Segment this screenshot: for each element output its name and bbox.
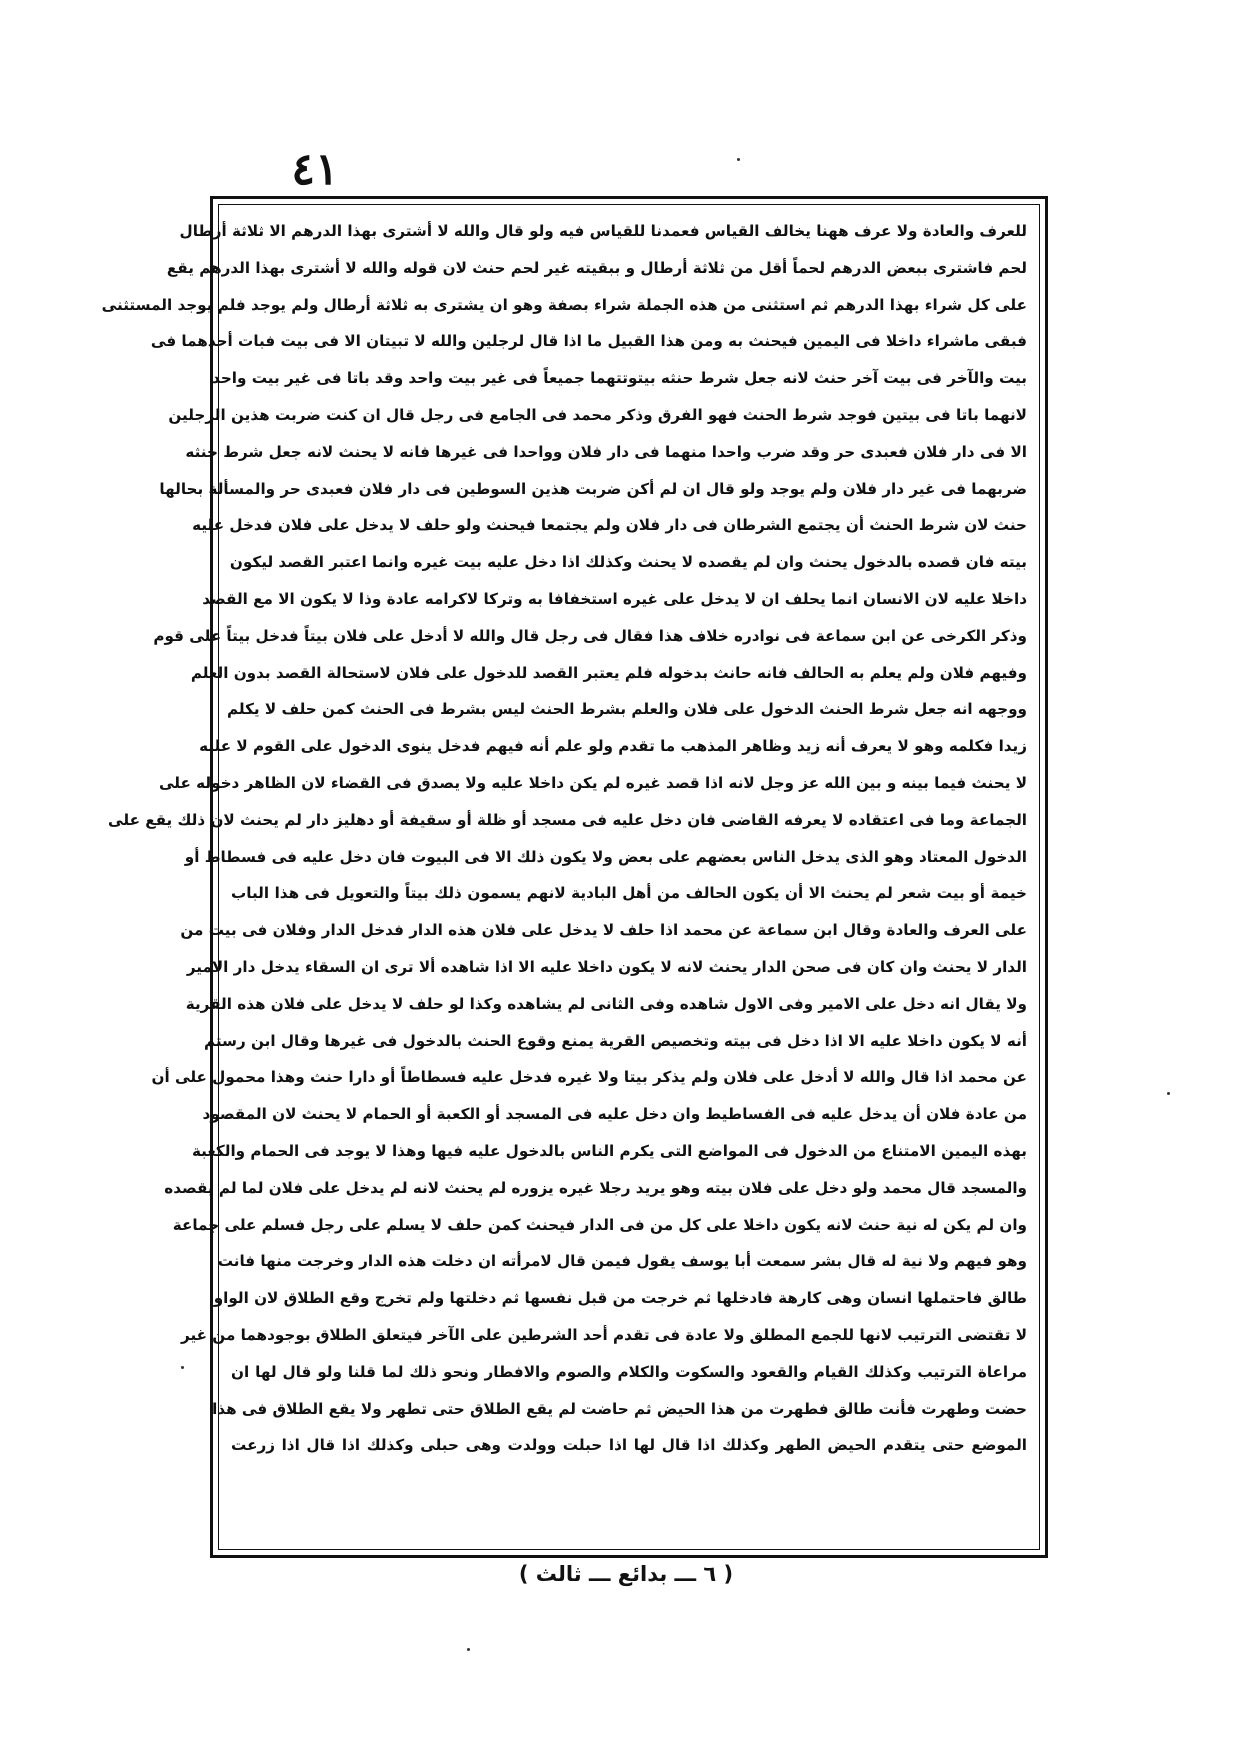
text-line xyxy=(231,1501,1027,1538)
text-line: زيدا فكلمه وهو لا يعرف أنه زيد وظاهر المذهب ما تقدم ولو علم أنه فيهم فدخل ينوى الدخول على القوم لا عليه xyxy=(199,737,1027,756)
text-line: ولا يقال انه دخل على الامير وفى الاول شاهده وفى الثانى لم يشاهده وكذا لو حلف لا يدخل على فلان هذه القرية xyxy=(185,994,1027,1013)
text-line: والمسجد قال محمد ولو دخل على فلان بيته وهو يريد رجلا غيره يزوره لم يحنث لانه لم يدخل على فلان لما لم يقصده xyxy=(164,1178,1027,1197)
text-line: بيت والآخر فى بيت آخر حنث لانه جعل شرط حنثه بيتوتتهما جميعاً فى غير بيت واحد وقد باتا فى غير بيت واحد xyxy=(212,369,1027,388)
text-line: مراعاة الترتيب وكذلك القيام والقعود والسكوت والكلام والصوم والافطار ونحو ذلك لما قلنا ولو قال لها ان xyxy=(231,1362,1027,1381)
text-line: عن محمد اذا قال والله لا أدخل على فلان ولم يذكر بيتا ولا غيره فدخل عليه فسطاطاً أو دارا حنث وهذا محمول على أن xyxy=(151,1068,1027,1087)
text-line: على كل شراء بهذا الدرهم ثم استثنى من هذه الجملة شراء بصفة وهو ان يشترى به ثلاثة أرطال ولم يوجد فلم يوجد المستثنى xyxy=(101,295,1027,314)
signature-mark: ( ٦ ـــ بدائع ـــ ثالث ) xyxy=(518,1562,734,1586)
text-line: وذكر الكرخى عن ابن سماعة فى نوادره خلاف هذا فقال فى رجل قال والله لا أدخل على فلان بيتاً فدخل بيتاً على قوم xyxy=(153,626,1027,645)
text-line: الدار لا يحنث وان كان فى صحن الدار يحنث لانه لا يكون داخلا عليه الا اذا شاهده ألا ترى ان السقاء يدخل دار الامير xyxy=(186,957,1027,976)
text-line: وان لم يكن له نية حنث لانه يكون داخلا على كل من فى الدار فيحنث كمن حلف لا يسلم على رجل فسلم على جماعة xyxy=(172,1215,1027,1234)
text-line: لحم فاشترى ببعض الدرهم لحماً أقل من ثلاثة أرطال و ببقيته غير لحم حنث لان قوله والله لا أشترى بهذا الدرهم يقع xyxy=(166,258,1027,277)
text-line: لانهما باتا فى بيتين فوجد شرط الحنث فهو الفرق وذكر محمد فى الجامع فى رجل قال ان كنت ضربت هذين الرجلين xyxy=(168,405,1027,424)
page-number: ٤١ xyxy=(291,144,339,195)
text-line: الجماعة وما فى اعتقاده لا يعرفه القاضى فان دخل عليه فى مسجد أو ظلة أو سقيفة أو دهليز دار لم يحنث لان ذلك يقع على xyxy=(108,810,1027,829)
text-line: ضربهما فى غير دار فلان ولم يوجد ولو قال ان لم أكن ضربت هذين السوطين فى دار فلان فعبدى حر والمسألة بحالها xyxy=(159,479,1027,498)
text-line: من عادة فلان أن يدخل عليه فى الفساطيط وان دخل عليه فى المسجد أو الكعبة أو الحمام لا يحنث لان المقصود xyxy=(202,1105,1027,1124)
text-line: حضت وطهرت فأنت طالق فطهرت من هذا الحيض ثم حاضت لم يقع الطلاق حتى تطهر ولا يقع الطلاق فى هذا xyxy=(212,1399,1027,1418)
text-line: ووجهه انه جعل شرط الحنث الدخول على فلان والعلم بشرط الحنث ليس بشرط فى الحنث كمن حلف لا يكلم xyxy=(226,700,1027,719)
text-line: لا تقتضى الترتيب لانها للجمع المطلق ولا عادة فى تقدم أحد الشرطين على الآخر فيتعلق الطلاق بوجودهما من غير xyxy=(181,1325,1027,1344)
text-line: على العرف والعادة وقال ابن سماعة عن محمد اذا حلف لا يدخل على فلان هذه الدار فدخل الدار وفلان فى بيت من xyxy=(180,921,1027,940)
text-line: لا يحنث فيما بينه و بين الله عز وجل لانه اذا قصد غيره لم يكن داخلا عليه ولا يصدق فى القضاء لان الظاهر دخوله على xyxy=(158,773,1027,792)
text-line: للعرف والعادة ولا عرف ههنا يخالف القياس فعمدنا للقياس فيه ولو قال والله لا أشترى بهذا الدرهم الا ثلاثة أرطال xyxy=(179,222,1027,240)
scan-speck xyxy=(737,158,740,161)
text-line: طالق فاحتملها انسان وهى كارهة فادخلها ثم خرجت من قبل نفسها ثم دخلتها ولم تخرج وقع الطلاق لان الواو xyxy=(213,1289,1027,1308)
text-line: الا فى دار فلان فعبدى حر وقد ضرب واحدا منهما فى دار فلان وواحدا فى غيرها فانه لا يحنث لانه جعل شرط حنثه xyxy=(185,442,1027,461)
scan-speck xyxy=(1167,1092,1170,1095)
text-body xyxy=(101,204,1040,1550)
text-line xyxy=(231,1464,1027,1501)
text-line: داخلا عليه لان الانسان انما يحلف ان لا يدخل على غيره استخفافا به وتركا لاكرامه عادة وذا لا يكون الا مع القصد xyxy=(202,589,1027,608)
text-line: الدخول المعتاد وهو الذى يدخل الناس بعضهم على بعض ولا يكون ذلك الا فى البيوت فان دخل عليه فى فسطاط أو xyxy=(184,847,1027,866)
text-line: بيته فان قصده بالدخول يحنث وان لم يقصده لا يحنث وكذلك اذا دخل عليه بيت غيره وانما اعتبر القصد ليكون xyxy=(229,553,1027,572)
text-line: بهذه اليمين الامتناع من الدخول فى المواضع التى يكرم الناس بالدخول عليه فيها وهذا لا يوجد فى الحمام والكعبة xyxy=(191,1141,1027,1160)
scan-speck xyxy=(181,1366,184,1369)
text-line: حنث لان شرط الحنث أن يجتمع الشرطان فى دار فلان ولم يجتمعا فيحنث ولو حلف لا يدخل على فلان فدخل عليه xyxy=(192,516,1027,535)
text-line: وفيهم فلان ولم يعلم به الحالف فانه حانث بدخوله فلم يعتبر القصد للدخول على فلان لاستحالة القصد بدون العلم xyxy=(190,663,1027,682)
text-line: وهو فيهم ولا نية له قال بشر سمعت أبا يوسف يقول فيمن قال لامرأته ان دخلت هذه الدار وخرجت منها فانت xyxy=(217,1252,1027,1271)
scan-speck xyxy=(467,1648,470,1651)
text-line: خيمة أو بيت شعر لم يحنث الا أن يكون الحالف من أهل البادية لانهم يسمون ذلك بيتاً والتعويل فى هذا الباب xyxy=(231,884,1027,903)
text-line: الموضع حتى يتقدم الحيض الطهر وكذلك اذا قال لها اذا حبلت وولدت وهى حبلى وكذلك اذا قال اذا زرعت xyxy=(231,1436,1027,1455)
text-line: فبقى ماشراء داخلا فى اليمين فيحنث به ومن هذا القبيل ما اذا قال لرجلين والله لا تبيتان الا فى بيت فبات أحدهما فى xyxy=(150,332,1027,351)
text-line: أنه لا يكون داخلا عليه الا اذا دخل فى بيته وتخصيص القرية يمنع وقوع الحنث بالدخول فى غيرها وقال ابن رستم xyxy=(203,1031,1027,1050)
